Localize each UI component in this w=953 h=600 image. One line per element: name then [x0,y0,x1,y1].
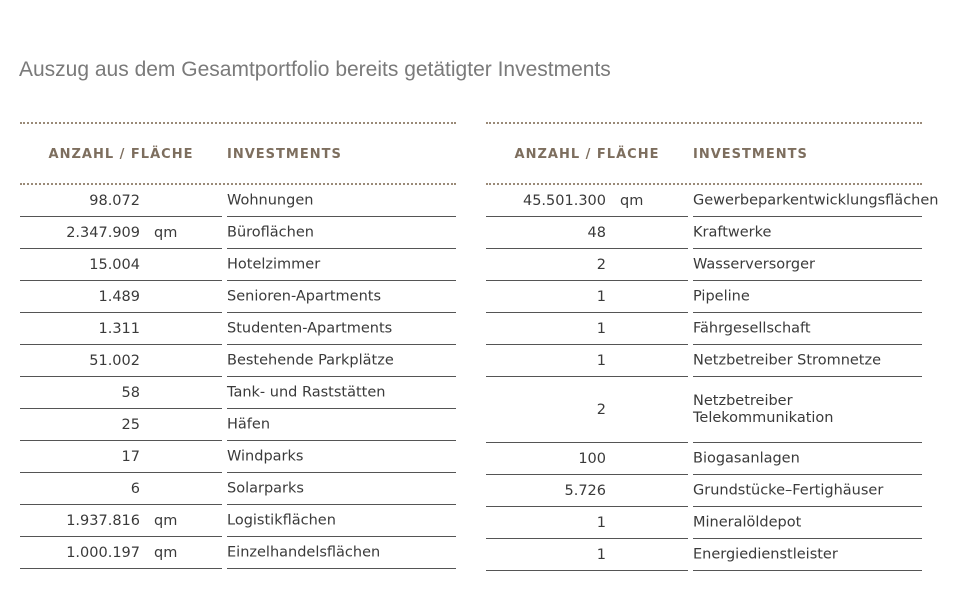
count-cell [486,475,688,507]
investments-table-right [486,122,939,571]
unit-label: qm [154,224,178,241]
count-cell [486,345,688,377]
count-cell [486,249,688,281]
count-cell [20,505,222,537]
investments-table-left [20,122,456,569]
table-row [20,409,456,441]
investment-label: Wasserversorger [693,256,815,272]
investment-cell [227,281,456,313]
count-cell [20,313,222,345]
count-cell [20,249,222,281]
table-row [486,345,922,377]
count-cell [486,281,688,313]
investment-label: Logistikflächen [227,512,336,528]
table-row [486,539,922,571]
table-row [486,507,922,539]
unit-label: qm [620,192,644,209]
count-cell [486,507,688,539]
investment-cell [693,313,922,345]
investment-label: Kraftwerke [693,224,772,240]
investment-cell [693,475,922,507]
table-header [486,124,922,183]
count-value: 51.002 [89,352,140,369]
count-value: 1 [596,320,606,337]
count-cell [20,473,222,505]
investment-cell [227,345,456,377]
table-row [20,281,456,313]
count-cell [20,409,222,441]
investment-cell [693,345,922,377]
table-row [486,313,922,345]
count-value: 5.726 [564,482,606,499]
count-cell [486,313,688,345]
table-row [20,505,456,537]
investment-label: Windparks [227,448,304,464]
investment-cell [693,377,922,443]
count-value: 25 [121,416,140,433]
count-value: 15.004 [89,256,140,273]
count-cell [20,345,222,377]
count-value: 1 [596,514,606,531]
count-value: 17 [121,448,140,465]
investment-cell [693,249,922,281]
investment-label: Gewerbeparkentwicklungsflächen [693,192,939,208]
investment-cell [693,217,922,249]
investment-cell [227,217,456,249]
unit-label: qm [154,512,178,529]
investment-cell [227,249,456,281]
count-cell [20,217,222,249]
table-row [20,185,456,217]
investment-label: Fährgesellschaft [693,320,811,336]
count-value: 1 [596,352,606,369]
table-row [20,441,456,473]
count-value: 100 [578,450,606,467]
investment-cell [227,505,456,537]
investment-cell [693,281,922,313]
investment-label: Wohnungen [227,192,314,208]
count-value: 6 [130,480,140,497]
table-row [486,217,922,249]
count-value: 58 [121,384,140,401]
count-value: 2 [596,256,606,273]
count-value: 1.489 [98,288,140,305]
investment-cell [227,473,456,505]
table-row [486,443,922,475]
count-value: 1 [596,288,606,305]
investment-cell [227,377,456,409]
table-row [20,249,456,281]
count-cell [486,539,688,571]
count-cell [486,443,688,475]
count-cell [486,185,688,217]
count-value: 1.000.197 [66,544,140,561]
table-header [20,124,456,183]
count-value: 45.501.300 [522,192,606,209]
page-title: Auszug aus dem Gesamtportfolio bereits getätigter Investments [19,58,611,81]
investment-cell [227,185,456,217]
table-row [20,217,456,249]
table-body [486,185,939,571]
investment-cell [227,313,456,345]
investment-label: Büroflächen [227,224,314,240]
investment-label: Solarparks [227,480,304,496]
investment-cell [227,441,456,473]
unit-label: qm [154,544,178,561]
table-row [486,377,922,443]
investment-label: Einzelhandelsflächen [227,544,381,560]
investment-label: Netzbetreiber Telekommunikation [693,392,834,426]
count-cell [20,441,222,473]
investment-label: Biogasanlagen [693,450,800,466]
count-cell [486,217,688,249]
count-value: 2 [596,401,606,418]
count-cell [486,377,688,443]
investment-cell [227,537,456,569]
count-cell [20,185,222,217]
investment-cell [693,185,939,217]
investments-column-header: INVESTMENTS [693,147,808,162]
count-column-header: ANZAHL / FLÄCHE [514,147,660,162]
count-cell [20,377,222,409]
count-cell [20,281,222,313]
investment-label: Tank- und Raststätten [227,384,386,400]
table-body [20,185,456,569]
count-cell [20,537,222,569]
investment-label: Pipeline [693,288,750,304]
table-row [486,475,922,507]
table-row [20,473,456,505]
count-value: 1.311 [98,320,140,337]
count-value: 1.937.816 [66,512,140,529]
table-row [20,313,456,345]
investments-column-header: INVESTMENTS [227,147,342,162]
investment-label: Senioren-Apartments [227,288,382,304]
count-value: 2.347.909 [66,224,140,241]
investment-cell [693,443,922,475]
investment-label: Studenten-Apartments [227,320,393,336]
table-row [486,249,922,281]
count-value: 48 [587,224,606,241]
table-row [20,345,456,377]
investment-cell [693,507,922,539]
investment-label: Häfen [227,416,271,432]
count-value: 1 [596,546,606,563]
investment-label: Energiedienstleister [693,546,838,562]
table-row [486,281,922,313]
count-column-header: ANZAHL / FLÄCHE [48,147,194,162]
investment-cell [693,539,922,571]
table-row [20,377,456,409]
investment-label: Netzbetreiber Stromnetze [693,352,882,368]
table-row [20,537,456,569]
investment-label: Bestehende Parkplätze [227,352,394,368]
investment-label: Mineralöldepot [693,514,802,530]
table-row [486,185,939,217]
investment-cell [227,409,456,441]
investment-label: Hotelzimmer [227,256,321,272]
count-value: 98.072 [89,192,140,209]
investment-label: Grundstücke–Fertighäuser [693,482,884,498]
